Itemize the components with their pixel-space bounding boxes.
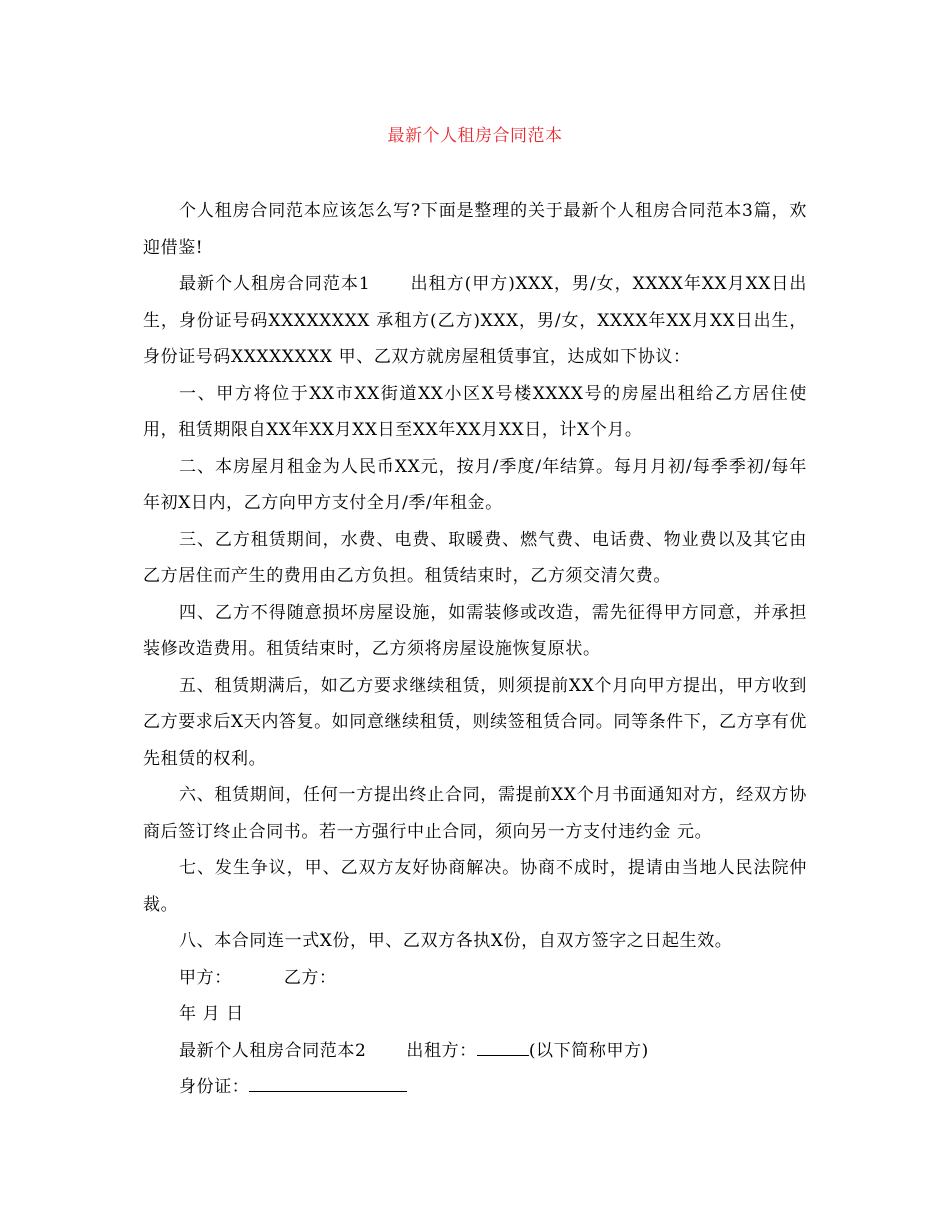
sample1-opening-paragraph: [143, 266, 807, 376]
lessor-blank: [477, 1041, 529, 1056]
clause-7: 七、发生争议，甲、乙双方友好协商解决。协商不成时，提请由当地人民法院仲裁。: [143, 858, 807, 915]
lessor-label: 出租方：: [406, 1040, 477, 1061]
id-line: [143, 1069, 807, 1106]
sample1-heading: 最新个人租房合同范本1: [179, 274, 371, 294]
clause-1: 一、甲方将位于XX市XX街道XX小区X号楼XXXX号的房屋出租给乙方居住使用，租赁期限自XX年XX月XX日至XX年XX月XX日，计X个月。: [143, 383, 807, 440]
id-label: 身份证：: [179, 1077, 250, 1097]
party-a-label: 甲方：: [179, 967, 232, 988]
date-line: 年 月 日: [179, 1004, 244, 1024]
document-title: 最新个人租房合同范本: [387, 126, 563, 146]
sample1-opening: 出租方(甲方)XXX，男/女，XXXX年XX月XX日出生，身份证号码XXXXXXXX 承租方(乙方)XXX，男/女，XXXX年XX月XX日出生，身份证号码XXXXXXXX 甲、乙双方就房屋租赁事宜，达成如下协议：: [143, 274, 807, 367]
clause-2: 二、本房屋月租金为人民币XX元，按月/季度/年结算。每月月初/每季季初/每年年初X日内，乙方向甲方支付全月/季/年租金。: [143, 456, 807, 513]
document-body: [143, 193, 807, 1106]
id-blank: [249, 1077, 407, 1092]
clause-3: 三、乙方租赁期间，水费、电费、取暖费、燃气费、电话费、物业费以及其它由乙方居住而产生的费用由乙方负担。租赁结束时，乙方须交清欠费。: [143, 529, 807, 586]
clause-4: 四、乙方不得随意损坏房屋设施，如需装修或改造，需先征得甲方同意，并承担装修改造费用。租赁结束时，乙方须将房屋设施恢复原状。: [143, 602, 807, 659]
party-b-label: 乙方：: [283, 967, 337, 988]
clause-5: 五、租赁期满后，如乙方要求继续租赁，则须提前XX个月向甲方提出，甲方收到乙方要求后X天内答复。如同意继续租赁，则续签租赁合同。同等条件下，乙方享有优先租赁的权利。: [143, 675, 807, 769]
clause-8: 八、本合同连一式X份，甲、乙双方各执X份，自双方签字之日起生效。: [179, 931, 733, 951]
sample2-heading: 最新个人租房合同范本2: [179, 1040, 367, 1061]
intro-paragraph: 个人租房合同范本应该怎么写?下面是整理的关于最新个人租房合同范本3篇，欢迎借鉴!: [143, 201, 807, 258]
signature-line: [143, 960, 807, 997]
clause-6: 六、租赁期间，任何一方提出终止合同，需提前XX个月书面通知对方，经双方协商后签订终止合同书。若一方强行中止合同，须向另一方支付违约金 元。: [143, 785, 807, 842]
sample2-opening-paragraph: [143, 1033, 807, 1070]
lessor-suffix: (以下简称甲方): [528, 1040, 649, 1061]
